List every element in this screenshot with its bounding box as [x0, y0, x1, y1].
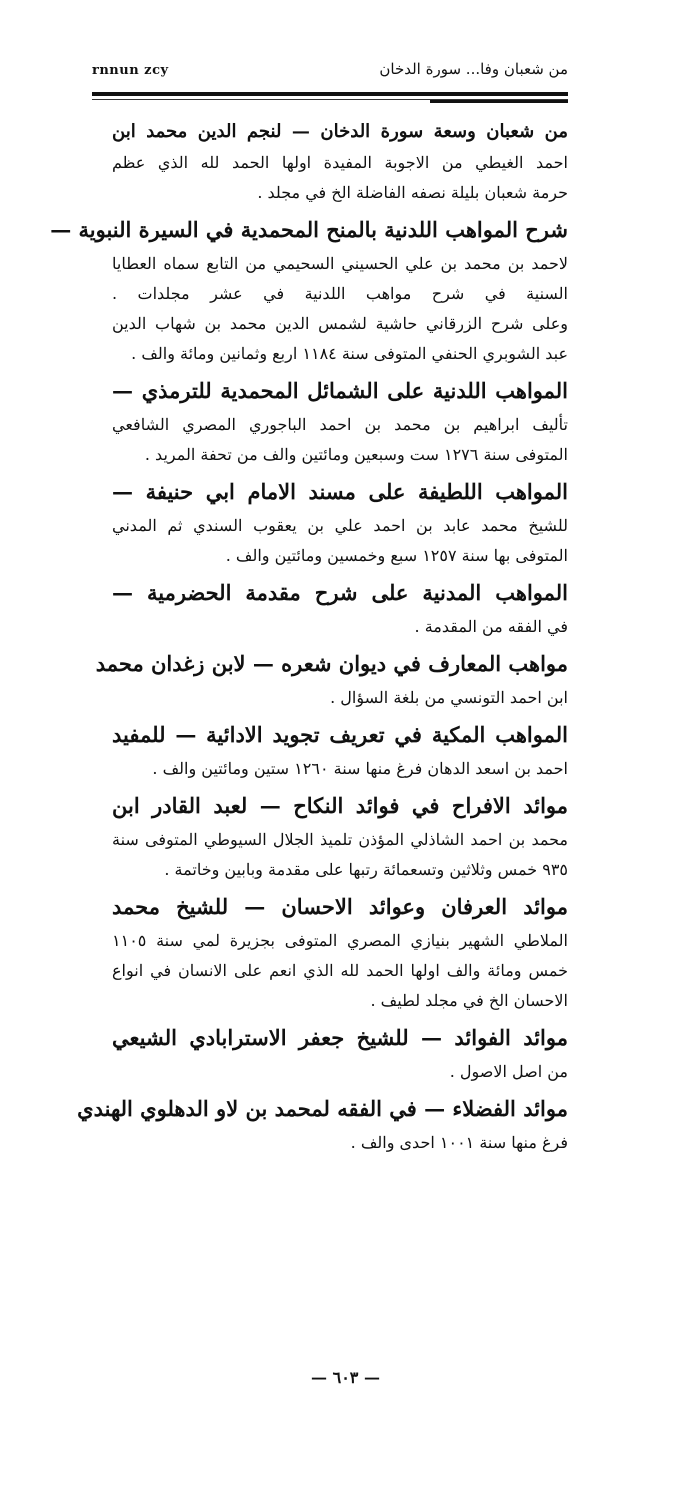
entry-text-line: احمد بن اسعد الدهان فرغ منها سنة ١٢٦٠ ستين ومائتين والف .: [152, 759, 568, 778]
bibliography-entry: [112, 574, 568, 642]
entry-text-line: المتوفى بها سنة ١٢٥٧ سبع وخمسين ومائتين والف .: [225, 546, 568, 565]
entries-list: [50, 116, 568, 1161]
bibliography-entry: [112, 473, 568, 571]
entry-text-line: وعلى شرح الزرقاني حاشية لشمس الدين محمد بن شهاب الدين: [112, 314, 568, 333]
bibliography-entry: [77, 1090, 568, 1158]
entry-text-line: الاحسان الخ في مجلد لطيف .: [370, 991, 568, 1010]
header-rule-accent: [430, 100, 568, 103]
entry-text-line: للشيخ محمد عابد بن احمد علي بن يعقوب السندي ثم المدني: [112, 516, 568, 535]
entry-title-line: المواهب المكية في تعريف تجويد الادائية — للمفيد: [112, 722, 568, 747]
entry-text-line: حرمة شعبان بليلة نصفه الفاضلة الخ في مجلد .: [257, 183, 568, 202]
entry-text-line: خمس ومائة والف اولها الحمد لله الذي انعم على الانسان في انواع: [112, 961, 568, 980]
entry-title-line: موائد العرفان وعوائد الاحسان — للشيخ محمد: [112, 894, 568, 919]
entry-title-line: المواهب اللطيفة على مسند الامام ابي حنيفة —: [112, 479, 568, 504]
bibliography-entry: [50, 211, 568, 369]
page-number: — ٦٠٣ —: [311, 1368, 380, 1387]
entry-text-line: ٩٣٥ خمس وثلاثين وتسعمائة رتبها على مقدمة وبابين وخاتمة .: [164, 860, 568, 879]
entry-title-line: شرح المواهب اللدنية بالمنح المحمدية في السيرة النبوية —: [50, 217, 568, 242]
entry-text-line: في الفقه من المقدمة .: [414, 617, 568, 636]
entry-title-line: من شعبان وسعة سورة الدخان — لنجم الدين محمد ابن: [112, 121, 568, 142]
bibliography-entry: [112, 787, 568, 885]
entry-text-line: الملاطي الشهير بنيازي المصري المتوفى بجزيرة لمي سنة ١١٠٥: [112, 931, 568, 950]
entry-text-line: المتوفى سنة ١٢٧٦ ست وسبعين ومائتين والف من تحفة المريد .: [144, 445, 568, 464]
entry-title-line: موائد الفضلاء — في الفقه لمحمد بن لاو الدهلوي الهندي: [77, 1096, 568, 1121]
entry-title-line: موائد الفوائد — للشيخ جعفر الاسترابادي الشيعي: [112, 1025, 568, 1050]
bibliography-entry: [112, 372, 568, 470]
entry-title-line: المواهب المدنية على شرح مقدمة الحضرمية —: [112, 580, 568, 605]
entry-text-line: من اصل الاصول .: [449, 1062, 568, 1081]
bibliography-entry: [95, 645, 568, 713]
entry-text-line: فرغ منها سنة ١٠٠١ احدى والف .: [350, 1133, 568, 1152]
entry-text-line: احمد الغيطي من الاجوبة المفيدة اولها الحمد لله الذي عظم: [112, 153, 568, 172]
bibliography-entry: [112, 116, 568, 208]
entry-text-line: ابن احمد التونسي من بلغة السؤال .: [330, 688, 568, 707]
entry-text-line: تأليف ابراهيم بن محمد بن احمد الباجوري المصري الشافعي: [112, 415, 568, 434]
entry-text-line: لاحمد بن محمد بن علي الحسيني السحيمي من التابع سماه العطايا: [112, 254, 568, 273]
header-right-text: من شعبان وفا... سورة الدخان: [379, 60, 568, 78]
entry-text-line: السنية في شرح مواهب اللدنية في عشر مجلدات .: [112, 284, 568, 303]
header-left-text: rnnun zcy: [92, 63, 169, 78]
header-rule-thick: [92, 92, 568, 96]
entry-text-line: عبد الشوبري الحنفي المتوفى سنة ١١٨٤ اربع وثمانين ومائة والف .: [131, 344, 568, 363]
running-header: [92, 60, 568, 82]
entry-title-line: المواهب اللدنية على الشمائل المحمدية للترمذي —: [112, 378, 568, 403]
entry-title-line: مواهب المعارف في ديوان شعره — لابن زغدان محمد: [95, 651, 568, 676]
entry-title-line: موائد الافراح في فوائد النكاح — لعبد القادر ابن: [112, 793, 568, 818]
bibliography-entry: [112, 1019, 568, 1087]
bibliography-entry: [112, 716, 568, 784]
entry-text-line: محمد بن احمد الشاذلي المؤذن تلميذ الجلال السيوطي المتوفى سنة: [112, 830, 568, 849]
bibliography-entry: [112, 888, 568, 1016]
